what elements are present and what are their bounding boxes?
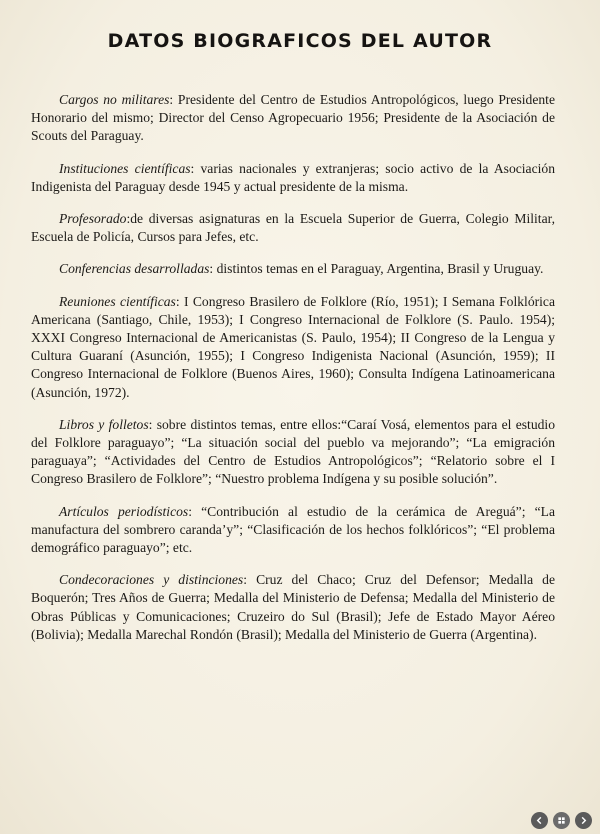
section-text: : varias nacionales y extranjeras; socio activo de la Asociación Indigenista del Paraguay desde 1945 y actual presidente de la misma. [31, 160, 555, 194]
section-articulos [31, 503, 555, 558]
document-body [31, 91, 555, 658]
viewer-nav [531, 812, 592, 829]
section-heading: Artículos periodísticos [59, 503, 189, 519]
section-libros [31, 416, 555, 489]
chevron-left-icon[interactable] [531, 812, 548, 829]
section-instituciones [31, 160, 555, 196]
section-heading: Instituciones científicas [59, 160, 191, 176]
section-cargos [31, 91, 555, 146]
section-heading: Conferencias desarrolladas [59, 261, 210, 277]
section-text: : sobre distintos temas, entre ellos:“Caraí Vosá, elementos para el estudio del Folklore paraguayo”; “La situación social del pueblo va mejorando”; “La emigración paraguaya”; “Actividades del Centro de Estudios Antropológicos”; “Relatorio sobre el I Congreso Brasilero de Folklore”; “Nuestro problema Indígena y su posible solución”. [31, 416, 555, 487]
section-text: : “Contribución al estudio de la cerámica de Areguá”; “La manufactura del sombrero caranda’y”; “Clasificación de los hechos folklóricos”; “El problema demográfico paraguayo”; etc. [31, 503, 555, 556]
section-heading: Reuniones científicas [59, 293, 176, 309]
section-heading: Cargos no militares [59, 92, 170, 107]
section-heading: Libros y folletos [59, 416, 149, 432]
section-heading: Condecoraciones y distinciones [59, 572, 244, 588]
section-conferencias [31, 260, 555, 278]
section-text: : Cruz del Chaco; Cruz del Defensor; Medalla de Boquerón; Tres Años de Guerra; Medalla del Ministerio de Defensa; Medalla del Ministerio de Obras Públicas y Comunicaciones; Cruzeiro do Sul (Brasil); Jefe de Estado Mayor Aéreo (Bolivia); Medalla Marechal Rondón (Brasil); Medalla del Ministerio de Guerra (Argentina). [31, 572, 555, 642]
section-text: : distintos temas en el Paraguay, Argentina, Brasil y Uruguay. [209, 261, 544, 277]
section-reuniones [31, 293, 555, 402]
page-title: DATOS BIOGRAFICOS DEL AUTOR [107, 30, 493, 52]
chevron-right-icon[interactable] [575, 812, 592, 829]
grid-icon[interactable] [553, 812, 570, 829]
section-text: : Presidente del Centro de Estudios Antropológicos, luego Presidente Honorario del mismo; Director del Censo Agropecuario 1956; Presidente de la Asociación de Scouts del Paraguay. [31, 92, 555, 144]
section-profesorado [31, 210, 555, 246]
section-condecoraciones [31, 571, 555, 644]
section-text: : I Congreso Brasilero de Folklore (Río, 1951); I Semana Folklórica Americana (Santiago, Chile, 1953); I Congreso Internacional de Folklore (S. Paulo. 1954); XXXI Congreso Internacional de Americanistas (S. Paulo, 1954); II Congreso de la Lengua y Cultura Guaraní (Asunción, 1955); I Congreso Indigenista Nacional (Asunción, 1959); II Congreso Internacional de Folklore (Buenos Aires, 1960); Consulta Indígena Latinoamericana (Asunción, 1972). [31, 293, 555, 400]
section-heading: Profesorado [59, 211, 127, 227]
section-text: :de diversas asignaturas en la Escuela Superior de Guerra, Colegio Militar, Escuela de Policía, Cursos para Jefes, etc. [31, 211, 555, 245]
